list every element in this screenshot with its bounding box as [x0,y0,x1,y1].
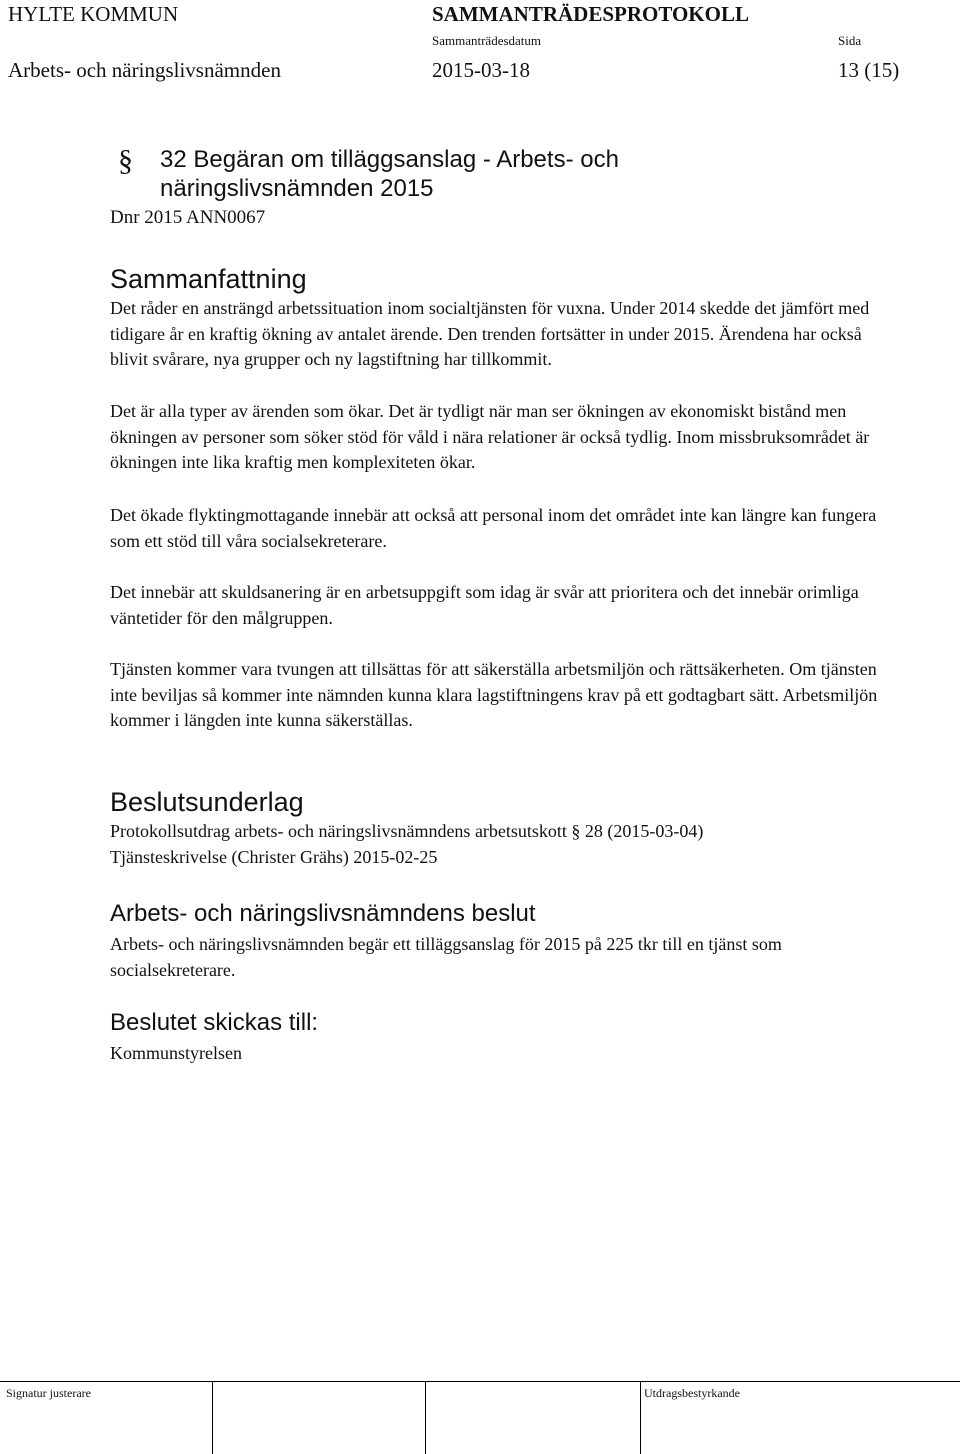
document-type: SAMMANTRÄDESPROTOKOLL [432,2,749,26]
basis-heading: Beslutsunderlag [110,787,304,817]
summary-paragraph-1 [110,296,900,373]
sent-to-heading: Beslutet skickas till: [110,1009,319,1036]
footer-top-rule [0,1381,960,1382]
decision-paragraph [110,932,900,983]
section-symbol: § [118,144,133,177]
item-title-line-1: 32 Begäran om tilläggsanslag - Arbets- och [160,146,619,173]
case-number: Dnr 2015 ANN0067 [110,207,266,228]
footer-divider-2 [425,1381,426,1454]
summary-paragraph-4 [110,580,900,631]
summary-paragraph-2 [110,399,900,476]
summary-paragraph-5 [110,657,900,734]
summary-paragraph-3 [110,503,900,554]
footer-divider-3 [640,1381,641,1454]
signature-label: Signatur justerare [6,1386,91,1400]
decision-heading: Arbets- och näringslivsnämndens beslut [110,900,536,927]
municipality-name: HYLTE KOMMUN [8,2,179,26]
page-number: 13 (15) [838,58,900,82]
decision-text: Arbets- och näringslivsnämnden begär ett tilläggsanslag för 2015 på 225 tkr till en tjänst som socialsekreterare. [110,934,782,980]
meeting-date: 2015-03-18 [432,58,530,82]
summary-heading: Sammanfattning [110,264,307,294]
page-label: Sida [838,33,862,48]
basis-line-1: Protokollsutdrag arbets- och näringslivsnämndens arbetsutskott § 28 (2015-03-04) [110,821,704,841]
summary-paragraph-2-text: Det är alla typer av ärenden som ökar. Det är tydligt när man ser ökningen av ekonomiskt bistånd men ökningen av personer som söker stöd för våld i nära relationer är också tydlig. Inom missbruksområdet är ökningen inte lika kraftig men komplexiteten ökar. [110,401,870,473]
sent-to-recipient: Kommunstyrelsen [110,1043,242,1063]
meeting-date-label: Sammanträdesdatum [432,33,542,48]
extract-certification-label: Utdragsbestyrkande [644,1386,740,1400]
footer-divider-1 [212,1381,213,1454]
summary-paragraph-3-text: Det ökade flyktingmottagande innebär att också att personal inom det området inte kan längre kan fungera som ett stöd till våra socialsekreterare. [110,505,877,551]
item-title-line-2: näringslivsnämnden 2015 [160,175,434,202]
basis-line-2: Tjänsteskrivelse (Christer Grähs) 2015-02-25 [110,847,438,867]
summary-paragraph-5-text: Tjänsten kommer vara tvungen att tillsättas för att säkerställa arbetsmiljön och rättsäkerheten. Om tjänsten inte beviljas så kommer inte nämnden kunna klara lagstiftningens krav på ett godtagbart sätt. Arbetsmiljön kommer i längden inte kunna säkerställas. [110,659,878,731]
committee-name: Arbets- och näringslivsnämnden [8,58,281,82]
summary-paragraph-1-text: Det råder en ansträngd arbetssituation inom socialtjänsten för vuxna. Under 2014 skedde det jämfört med tidigare år en kraftig ökning av antalet ärende. Den trenden fortsätter in under 2015. Ärendena har också blivit svårare, nya grupper och ny lagstiftning har tillkommit. [110,298,870,370]
summary-paragraph-4-text: Det innebär att skuldsanering är en arbetsuppgift som idag är svår att prioritera och det innebär orimliga väntetider för den målgruppen. [110,582,859,628]
